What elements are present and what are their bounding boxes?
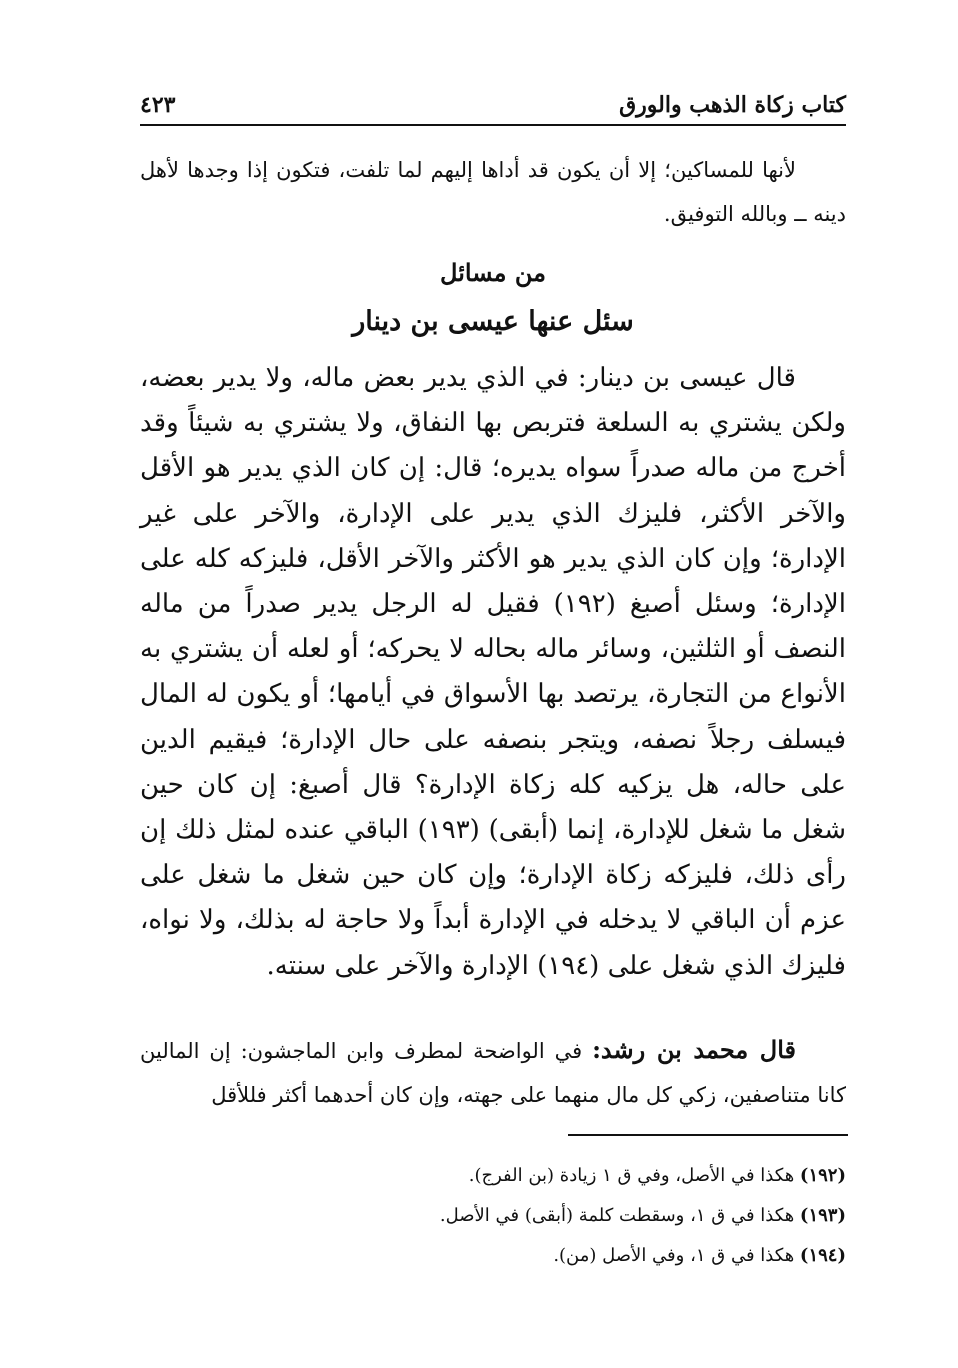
footnote-number: (١٩٤) — [799, 1245, 846, 1266]
section-heading-line1: من مسائل — [440, 258, 546, 287]
footnote-number: (١٩٣) — [799, 1205, 846, 1226]
page-number: ٤٢٣ — [140, 92, 176, 118]
commentary-lead: قال محمد بن رشد: — [592, 1035, 797, 1064]
footnote-divider — [568, 1134, 848, 1136]
commentary-paragraph — [140, 1028, 846, 1117]
footnote — [140, 1236, 846, 1276]
footnote — [140, 1156, 846, 1196]
book-title: كتاب زكاة الذهب والورق — [619, 92, 846, 118]
commentary-text: في الواضحة لمطرف وابن الماجشون: إن المالين كانا متناصفين، زكي كل مال منهما على جهته، وإن كان أحدهما أكثر فللأقل — [140, 1039, 846, 1107]
intro-text: لأنها للمساكين؛ إلا أن يكون قد أداها إليهم لما تلفت، فتكون إذا وجدها لأهل دينه ــ وبالله التوفيق. — [140, 158, 846, 226]
footnote-text: هكذا في الأصل، وفي ق ١ زيادة (بن الفرج). — [468, 1165, 795, 1186]
footnote-text: هكذا في ق ١، وسقطت كلمة (أبقى) في الأصل. — [439, 1205, 795, 1226]
footnote-number: (١٩٢) — [799, 1165, 846, 1186]
running-header — [140, 88, 846, 126]
section-heading-line2: سئل عنها عيسى بن دينار — [352, 306, 634, 337]
commentary-body — [140, 1028, 846, 1117]
footnotes — [140, 1156, 846, 1276]
intro-paragraph — [140, 148, 846, 236]
footnote-text: هكذا في ق ١، وفي الأصل (من). — [553, 1245, 795, 1266]
main-text: قال عيسى بن دينار: في الذي يدير بعض ماله، ولا يدير بعضه، ولكن يشتري به السلعة فتربص بها النفاق، ولا يشتري به شيئاً وقد أخرج من ماله صدراً سواه يديره؛ قال: إن كان الذي يدير هو الأقل والآخر الأكثر، فليزك الذي يدير على الإدارة، والآخر على غير الإدارة؛ وإن كان الذي يدير هو الأكثر والآخر الأقل، فليزكه كله على الإدارة؛ وسئل أصبغ (١٩٢) فقيل له الرجل يدير صدراً من ماله النصف أو الثلثين، وسائر ماله بحاله لا يحركه؛ أو لعله أن يشتري به الأنواع من التجارة، يرتصد بها الأسواق في أيامها؛ أو يكون له المال فيسلف رجلاً نصفه، ويتجر بنصفه على حال الإدارة؛ فيقيم الدين على حاله، هل يزكيه كله زكاة الإدارة؟ قال أصبغ: إن كان حين شغل ما شغل للإدارة، إنما (أبقى) (١٩٣) الباقي عنده لمثل ذلك إن رأى ذلك، فليزكه زكاة الإدارة؛ وإن كان حين شغل ما شغل على عزم أن الباقي لا يدخله في الإدارة أبداً ولا حاجة له بذلك، ولا نواه، فليزك الذي شغل على (١٩٤) الإدارة والآخر على سنته. — [140, 363, 846, 981]
footnote — [140, 1196, 846, 1236]
main-paragraph — [140, 356, 846, 989]
